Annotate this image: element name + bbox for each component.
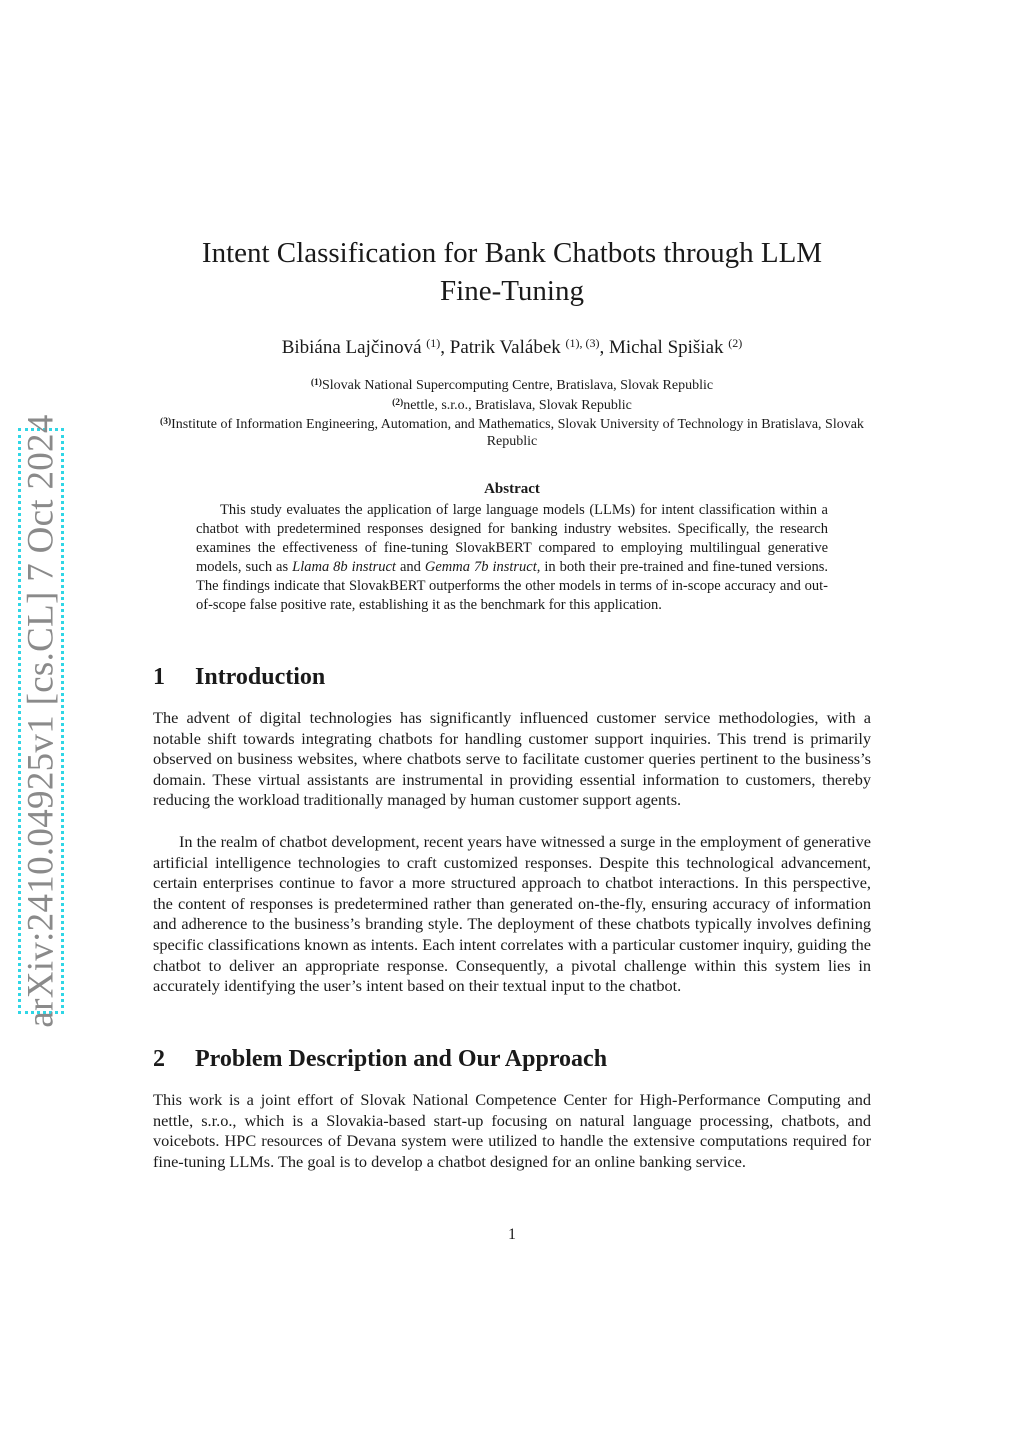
- abstract-body: [196, 501, 828, 615]
- affiliation-2: [160, 395, 864, 415]
- author-affiliation-mark: (2): [728, 336, 743, 350]
- section-heading-problem-description: [153, 1046, 607, 1073]
- title-line-1: Intent Classification for Bank Chatbots through LLM: [201, 237, 823, 269]
- paragraph: The advent of digital technologies has significantly influenced customer service methodologies, with a notable shift towards integrating chatbots for handling customer support inquiries. This trend is primarily observed on business websites, where chatbots serve to facilitate customer queries pertinent to the business’s domain. These virtual assistants are instrumental in providing essential information to customers, thereby reducing the workload traditionally managed by human customer support agents.: [153, 708, 871, 810]
- author-name: Bibiána Lajčinová: [281, 337, 422, 358]
- paragraph: This work is a joint effort of Slovak National Competence Center for High-Performance Computing and nettle, s.r.o., which is a Slovakia-based start-up focusing on natural language processing, chatbots, and voicebots. HPC resources of Devana system were utilized to handle the extensive computations required for fine-tuning LLMs. The goal is to develop a chatbot designed for an online banking service.: [153, 1090, 871, 1171]
- author-affiliation-mark: (1): [426, 336, 441, 350]
- affiliation-text: Slovak National Supercomputing Centre, Bratislava, Slovak Republic: [321, 378, 714, 393]
- page-number: 1: [508, 1226, 516, 1243]
- paragraph: In the realm of chatbot development, recent years have witnessed a surge in the employment of generative artificial intelligence technologies to craft customized responses. Despite this technological advancement, certain enterprises continue to favor a more structured approach to chatbot interactions. In this perspective, the content of responses is predetermined rather than generated on-the-fly, ensuring accuracy of information and adherence to the business’s branding style. The deployment of these chatbots typically involves defining specific classifications known as intents. Each intent correlates with a particular customer inquiry, guiding the chatbot to deliver an appropriate response. Consequently, a pivotal challenge within this system lies in accurately identifying the user’s intent based on their textual input to the chatbot.: [153, 832, 871, 996]
- affiliation-mark: (3): [160, 417, 172, 427]
- author-affiliation-mark: (1), (3): [565, 336, 600, 350]
- section-number: 1: [153, 664, 165, 690]
- paper-title: [160, 234, 864, 310]
- abstract-text: , in both their pre-trained and fine-tuned versions. The findings indicate that SlovakBERT outperforms the other models in terms of in-scope accuracy and out-of-scope false positive rate, establishing it as the benchmark for this application.: [196, 559, 828, 613]
- affiliation-3: [160, 414, 864, 450]
- author-name: Patrik Valábek: [449, 337, 561, 358]
- section-title: Problem Description and Our Approach: [195, 1046, 608, 1072]
- affiliation-mark: (1): [310, 378, 322, 388]
- abstract-text: and: [395, 559, 425, 575]
- arxiv-identifier[interactable]: arXiv:2410.04925v1 [cs.CL] 7 Oct 2024: [20, 414, 62, 1028]
- section-title: Introduction: [195, 664, 326, 690]
- abstract-model-name: Llama 8b instruct: [292, 559, 396, 575]
- affiliation-text: Institute of Information Engineering, Automation, and Mathematics, Slovak University of Technology in Bratislava, Slovak Republic: [171, 417, 864, 449]
- abstract-heading: Abstract: [484, 481, 540, 497]
- abstract-model-name: Gemma 7b instruct: [424, 559, 537, 575]
- affiliation-text: nettle, s.r.o., Bratislava, Slovak Republic: [403, 397, 632, 413]
- abstract-text: This study evaluates the application of large language models (LLMs) for intent classification within a chatbot with predetermined responses designed for banking industry websites. Specifically, the research examines the effectiveness of fine-tuning SlovakBERT compared to employing multilingual generative models, such as: [196, 502, 828, 575]
- affiliation-mark: (2): [392, 397, 404, 408]
- author-name: Michal Spišiak: [609, 337, 724, 358]
- affiliation-1: [160, 375, 864, 395]
- section-heading-introduction: [153, 664, 325, 691]
- affiliations: [160, 375, 864, 450]
- author-list: Bibiána Lajčinová $^{(1)}$, Patrik Valábek $^{(1), (3)}$, Michal Spišiak $^{(2)}$: [281, 336, 743, 358]
- title-line-2: Fine-Tuning: [440, 275, 584, 307]
- section-number: 2: [153, 1046, 165, 1072]
